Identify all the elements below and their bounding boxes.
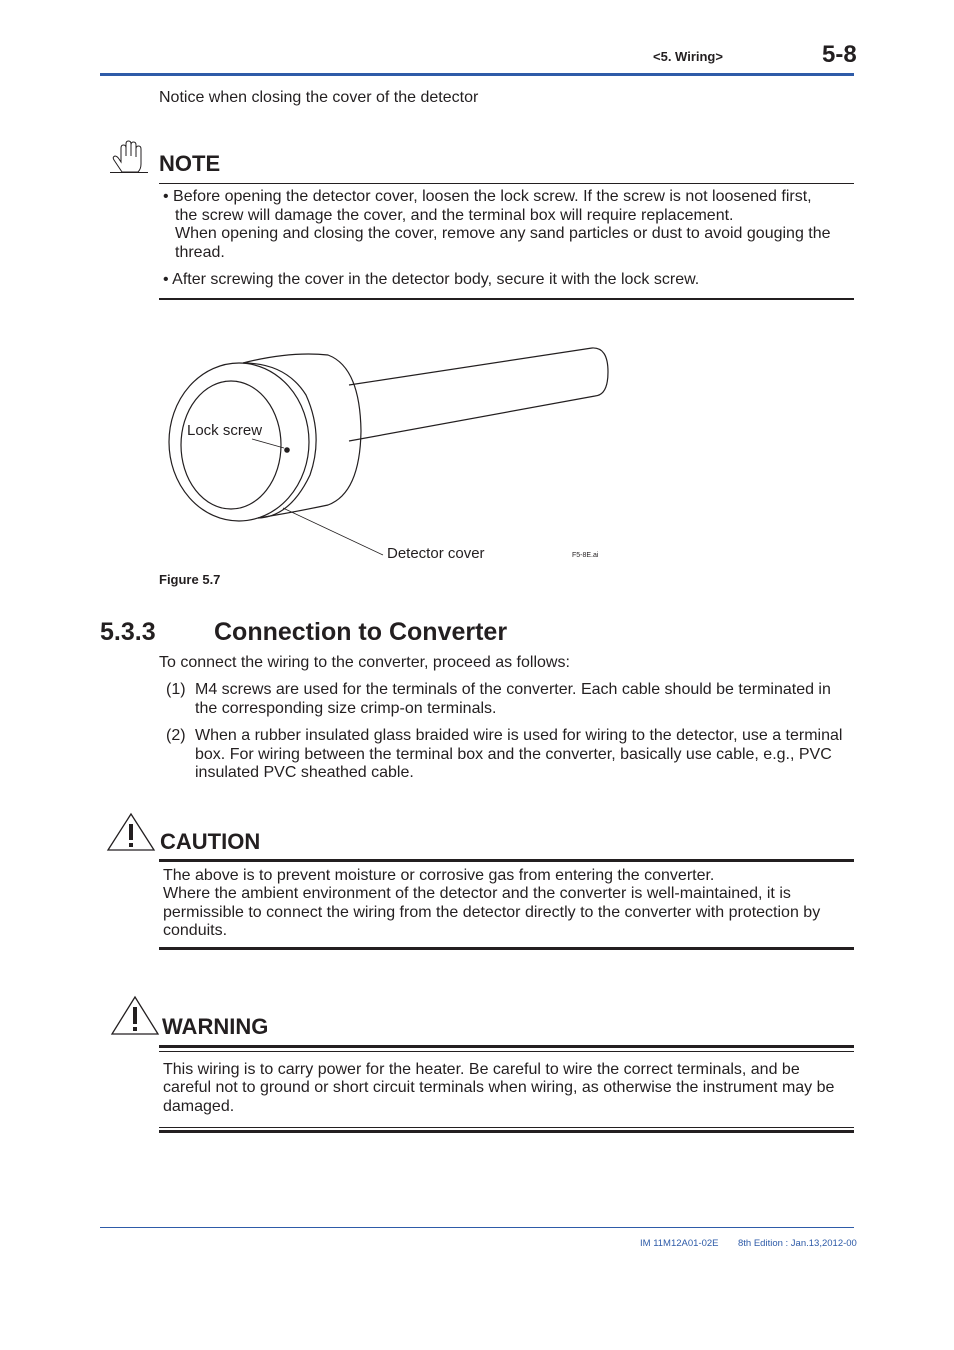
footer-doc-id: IM 11M12A01-02E (640, 1238, 719, 1249)
label-lock-screw: Lock screw (187, 422, 263, 439)
figure-caption: Figure 5.7 (159, 572, 221, 587)
note-top-rule (159, 183, 854, 184)
footer-rule (100, 1227, 854, 1228)
figure-file-tag: F5-8E.ai (572, 552, 599, 559)
list-item-1-line1: M4 screws are used for the terminals of the converter. Each cable should be terminated in (195, 681, 831, 698)
section-number: 5.3.3 (100, 618, 156, 646)
list-item-2-number: (2) (166, 727, 186, 744)
warning-top-rule-a (159, 1045, 854, 1048)
warning-line1: This wiring is to carry power for the heater. Be careful to wire the correct terminals, and be (163, 1061, 800, 1078)
warning-bottom-rule-b (159, 1130, 854, 1133)
caution-top-rule (159, 859, 854, 862)
caution-title: CAUTION (160, 829, 261, 854)
section-title: Connection to Converter (214, 618, 508, 646)
list-item-2-line1: When a rubber insulated glass braided wire is used for wiring to the detector, use a terminal (195, 727, 843, 744)
warning-line3: damaged. (163, 1098, 235, 1115)
label-detector-cover: Detector cover (387, 545, 485, 562)
list-item-2-line2: box. For wiring between the terminal box and the converter, basically use cable, e.g., PVC (195, 746, 832, 763)
section-intro: To connect the wiring to the converter, proceed as follows: (159, 654, 570, 671)
chapter-heading: <5. Wiring> (653, 49, 723, 64)
note-bullet2: • After screwing the cover in the detector body, secure it with the lock screw. (163, 271, 700, 288)
warning-title: WARNING (162, 1014, 269, 1039)
note-bullet1-line3: When opening and closing the cover, remove any sand particles or dust to avoid gouging the (175, 225, 831, 242)
warning-line2: careful not to ground or short circuit terminals when wiring, as otherwise the instrument may be (163, 1079, 835, 1096)
header-rule (100, 73, 854, 76)
note-bottom-rule (159, 298, 854, 300)
list-item-1-line2: the corresponding size crimp-on terminals. (195, 700, 497, 717)
intro-line: Notice when closing the cover of the detector (159, 89, 479, 106)
warning-bottom-rule-a (159, 1127, 854, 1128)
caution-line1: The above is to prevent moisture or corrosive gas from entering the converter. (163, 867, 715, 884)
note-title: NOTE (159, 151, 221, 176)
warning-triangle-icon (110, 995, 160, 1037)
caution-bottom-rule (159, 947, 854, 950)
caution-line3: permissible to connect the wiring from the detector directly to the converter with protection by (163, 904, 821, 921)
caution-triangle-icon (106, 812, 156, 852)
note-bullet1-line1: • Before opening the detector cover, loosen the lock screw. If the screw is not loosened first, (163, 188, 812, 205)
hand-icon (108, 140, 152, 174)
page-number: 5-8 (822, 41, 857, 68)
warning-top-rule-b (159, 1051, 854, 1052)
caution-line2: Where the ambient environment of the detector and the converter is well-maintained, it is (163, 885, 791, 902)
list-item-1-number: (1) (166, 681, 186, 698)
footer-edition: 8th Edition : Jan.13,2012-00 (738, 1238, 857, 1249)
list-item-2-line3: insulated PVC sheathed cable. (195, 764, 414, 781)
note-bullet1-line2: the screw will damage the cover, and the terminal box will require replacement. (175, 207, 734, 224)
detector-figure (160, 335, 620, 570)
note-bullet1-line4: thread. (175, 244, 225, 261)
caution-line4: conduits. (163, 922, 228, 939)
